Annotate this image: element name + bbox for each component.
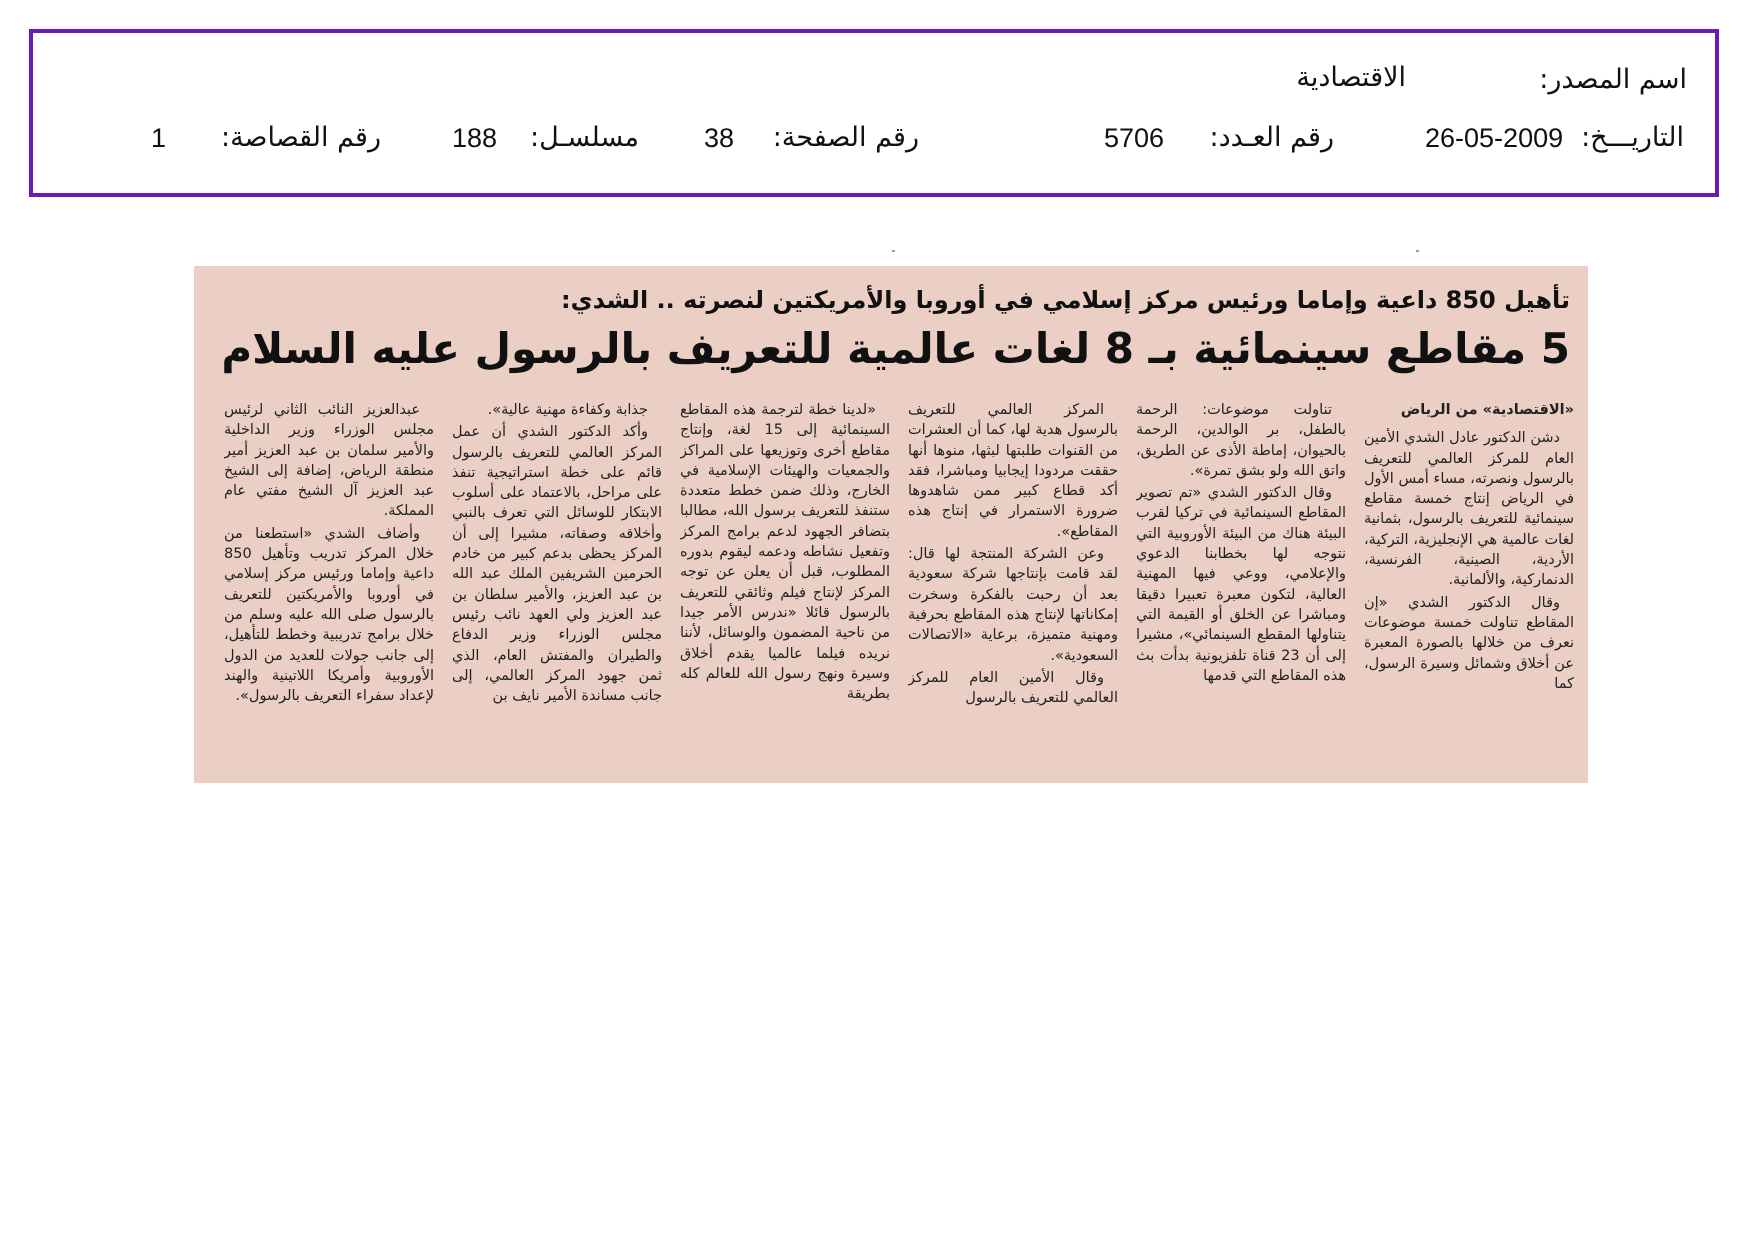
newspaper-clipping <box>194 266 1588 783</box>
article-paragraph: وأكد الدكتور الشدي أن عمل المركز العالمي للتعريف بالرسول قائم على خطة استراتيجية تنفذ على مراحل، بالاعتماد على أسلوب الابتكار للوسائل التي تعرف بالنبي وأخلاقه وصفاته، مشيرا إلى أن المركز يحظى بدعم كبير من خادم الحرمين الشريفين الملك عبد الله بن عبد العزيز، والأمير سلطان بن عبد العزيز ولي العهد نائب رئيس مجلس الوزراء وزير الدفاع والطيران والمفتش العام، الذي ثمن جهود المركز العالمي، إلى جانب مساندة الأمير نايف بن <box>452 424 662 705</box>
article-paragraph: وأضاف الشدي «استطعنا من خلال المركز تدريب وتأهيل 850 داعية وإماما ورئيس مركز إسلامي في أوروبا والأمريكتين للتعريف بالرسول صلى الله عليه وسلم من خلال برامج تدريبية وخطط للتأهيل، إلى جانب جولات للعديد من الدول الأوروبية وأمريكا اللاتينية والهند لإعداد سفراء التعريف بالرسول». <box>224 525 434 705</box>
clip-label: رقم القصاصة: <box>220 122 381 153</box>
article-paragraph: «لدينا خطة لترجمة هذه المقاطع السينمائية إلى 15 لغة، وإنتاج مقاطع أخرى وتوزيعها على المراكز والجمعيات والهيئات الإسلامية في الخارج، وذلك ضمن خطط متعددة ستنفذ للتعريف برسول الله، مطالبا بتضافر الجهود لدعم برامج المركز وتفعيل نشاطه ودعمه ليقوم بدوره المطلوب، قبل أن يعلن عن توجه المركز لإنتاج فيلم وثائقي للتعريف بالرسول قائلا «ندرس الأمر جيدا من ناحية المضمون والوسائل، لأننا نريده فيلما عالميا يقدم أخلاق وسيرة ونهج رسول الله للعالم كله بطريقة <box>680 402 890 703</box>
article-column-2 <box>1136 400 1346 765</box>
scan-mark <box>1416 250 1419 252</box>
page-value: 38 <box>704 123 735 153</box>
page-label: رقم الصفحة: <box>772 122 919 153</box>
article-paragraph: تناولت موضوعات: الرحمة بالطفل، بر الوالدين، الرحمة بالحيوان، إماطة الأذى عن الطريق، واتق الله ولو بشق تمرة». <box>1136 402 1346 479</box>
article-column-3 <box>908 400 1118 765</box>
article-columns <box>208 400 1574 765</box>
article-paragraph: وقال الأمين العام للمركز العالمي للتعريف بالرسول <box>908 669 1118 707</box>
issue-label: رقم العـدد: <box>1209 122 1334 153</box>
serial-value: 188 <box>452 123 498 153</box>
metadata-frame <box>29 29 1719 197</box>
article-paragraph: جذابة وكفاءة مهنية عالية». <box>487 402 648 418</box>
article-column-6 <box>224 400 434 765</box>
source-label: اسم المصدر: <box>1539 64 1687 95</box>
article-paragraph: وقال الدكتور الشدي «إن المقاطع تناولت خمسة موضوعات نعرف من خلالها بالصورة المعبرة عن أخلاق وشمائل وسيرة الرسول، كما <box>1364 594 1574 692</box>
article-paragraph: دشن الدكتور عادل الشدي الأمين العام للمركز العالمي للتعريف بالرسول ونصرته، مساء أمس الأول في الرياض إنتاج خمسة مقاطع سينمائية للتعريف بالرسول، بثمانية لغات عالمية هي الإنجليزية، التركية، الأردية، الصينية، الفرنسية، الدنماركية، والألمانية. <box>1364 430 1574 589</box>
article-kicker: تأهيل 850 داعية وإماما ورئيس مركز إسلامي في أوروبا والأمريكتين لنصرته .. الشدي: <box>561 286 1570 314</box>
serial-label: مسلسـل: <box>529 122 639 153</box>
article-paragraph: المركز العالمي للتعريف بالرسول هدية لها، كما أن العشرات من القنوات طلبتها لبثها، منوها أنها حققت مردودا إيجابيا ومباشرا، فقد أكد قطاع كبير ممن شاهدوها ضرورة الاستمرار في إنتاج هذه المقاطع». <box>908 402 1118 540</box>
source-value: الاقتصادية <box>1296 62 1406 93</box>
clip-value: 1 <box>151 123 167 153</box>
article-column-4 <box>680 400 890 765</box>
article-column-1 <box>1364 400 1574 765</box>
article-paragraph: وعن الشركة المنتجة لها قال: لقد قامت بإنتاجها شركة سعودية بعد أن رحبت بالفكرة وسخرت إمكاناتها لإنتاج هذه المقاطع بحرفية ومهنية متميزة، برعاية «الاتصالات السعودية». <box>908 546 1118 664</box>
article-paragraph: وقال الدكتور الشدي «تم تصوير المقاطع السينمائية في تركيا لقرب البيئة هناك من البيئة الأوروبية التي نتوجه لها بخطابنا الدعوي والإعلامي، ووعي فيها المهنية العالية، لتكون معبرة تعبيرا دقيقا ومباشرا عن الخلق أو القيمة التي يتناولها المقطع السينمائي»، مشيرا إلى أن 23 قناة تلفزيونية بدأت بث هذه المقاطع التي قدمها <box>1136 485 1346 684</box>
issue-value: 5706 <box>1104 123 1165 153</box>
article-paragraph: عبدالعزيز النائب الثاني لرئيس مجلس الوزراء وزير الداخلية والأمير سلمان بن عبد العزيز أمير منطقة الرياض، إضافة إلى الشيخ عبد العزيز آل الشيخ مفتي عام المملكة. <box>224 402 434 520</box>
scan-mark <box>892 250 895 252</box>
date-label: التاريـــخ: <box>1581 122 1684 153</box>
date-value: 26-05-2009 <box>1425 123 1564 153</box>
article-dateline: «الاقتصادية» من الرياض <box>1400 402 1574 418</box>
article-headline: 5 مقاطع سينمائية بـ 8 لغات عالمية للتعريف بالرسول عليه السلام <box>221 324 1570 373</box>
article-column-5 <box>452 400 662 765</box>
